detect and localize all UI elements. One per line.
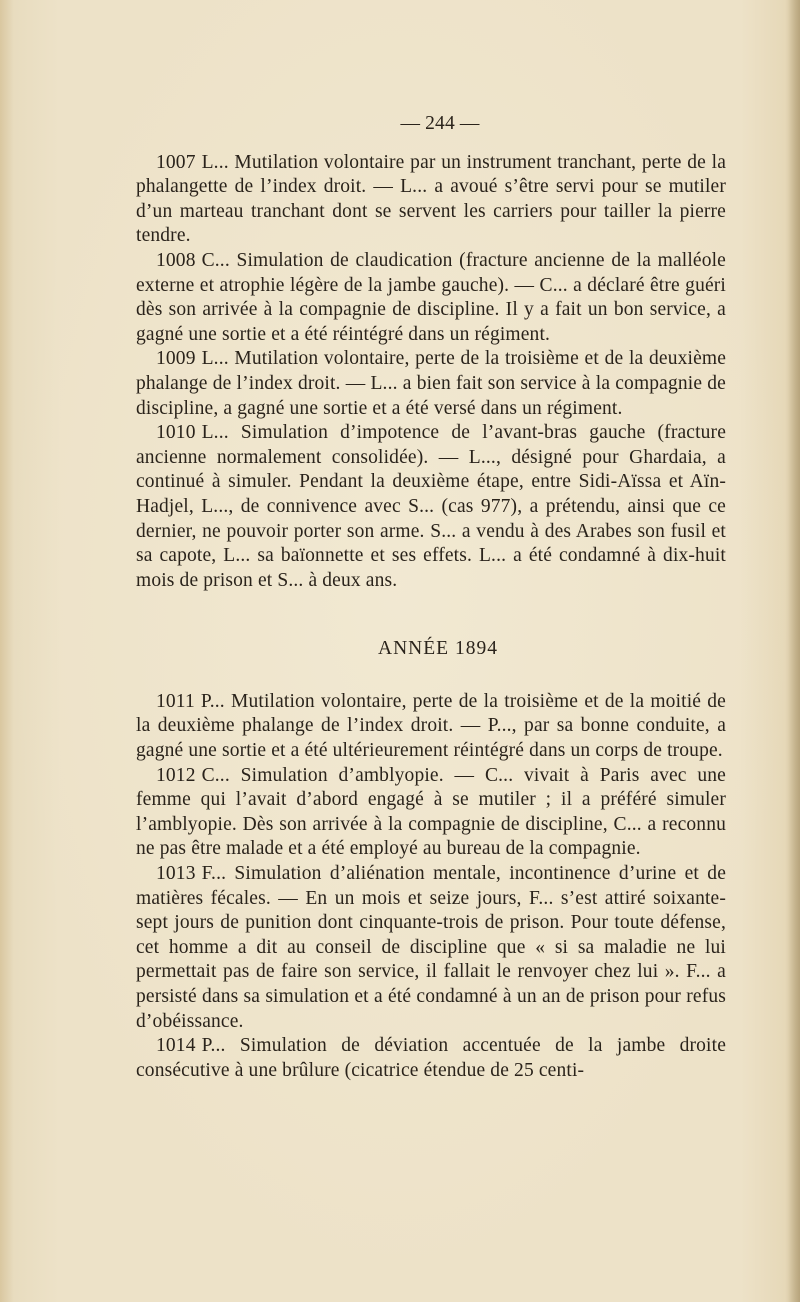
case-text: P... Simulation de déviation accentuée de la jambe droite consécutive à une brûlure (cicatrice étendue de 25 centi-: [136, 1035, 726, 1081]
case-text: L... Mutilation volontaire, perte de la troisième et de la deuxième phalange de l’index droit. — L... a bien fait son service à la compagnie de discipline, a gagné une sortie et a été versé dans un régiment.: [136, 348, 726, 419]
case-text: P... Mutilation volontaire, perte de la troisième et de la moitié de la deuxième phalange de l’index droit. — P..., par sa bonne conduite, a gagné une sortie et a été ultérieurement réintégré dans un corps de troupe.: [136, 690, 726, 762]
case-number: 1012: [156, 764, 196, 786]
case-entry-1014: [136, 1034, 726, 1083]
page-edge-shadow: [788, 0, 800, 1302]
case-text: L... Mutilation volontaire par un instrument tranchant, perte de la phalangette de l’index droit. — L... a avoué s’être servi pour se mutiler d’un marteau tranchant dont se servent les carriers pour tailler la pierre tendre.: [136, 151, 726, 247]
case-entry-1011: [136, 690, 726, 764]
case-text: C... Simulation de claudication (fracture ancienne de la malléole externe et atrophie légère de la jambe gauche). — C... a déclaré être guéri dès son arrivée à la compagnie de discipline. Il y a fait un bon service, a gagné une sortie et a été réintégré dans un régiment.: [136, 249, 726, 345]
case-entry-1008: [136, 249, 726, 347]
case-entry-1010: [136, 421, 726, 593]
case-number: 1008: [156, 249, 196, 271]
case-text: C... Simulation d’amblyopie. — C... vivait à Paris avec une femme qui l’avait d’abord engagé à se mutiler ; il a préféré simuler l’amblyopie. Dès son arrivée à la compagnie de discipline, C... a reconnu ne pas être malade et a été employé au bureau de la compagnie.: [136, 764, 726, 860]
case-text: L... Simulation d’impotence de l’avant-bras gauche (fracture ancienne normalement consolidée). — L..., désigné pour Ghardaia, a continué à simuler. Pendant la deuxième étape, entre Sidi-Aïssa et Aïn-Hadjel, L..., de connivence avec S... (cas 977), a prétendu, ainsi que ce dernier, ne pouvoir porter son arme. S... a vendu à des Arabes son fusil et sa capote, L... sa baïonnette et ses effets. L... a été condamné à dix-huit mois de prison et S... à deux ans.: [136, 422, 726, 591]
page-number: — 244 —: [400, 113, 480, 134]
case-entry-1009: [136, 347, 726, 421]
case-entry-1013: [136, 862, 726, 1034]
case-number: 1010: [156, 422, 196, 444]
case-number: 1013: [156, 863, 196, 885]
page-text-block: [136, 112, 726, 1083]
case-number: 1007: [156, 151, 196, 173]
section-heading-year: ANNÉE 1894: [378, 638, 498, 660]
case-number: 1014: [156, 1035, 196, 1057]
case-number: 1011: [156, 690, 195, 712]
case-text: F... Simulation d’aliénation mentale, incontinence d’urine et de matières fécales. — En un mois et seize jours, F... s’est attiré soixante-sept jours de punition dont cinquante-trois de prison. Pour toute défense, cet homme a dit au conseil de discipline que « si sa maladie ne lui permettait pas de faire son service, il fallait le renvoyer chez lui ». F... a persisté dans sa simulation et a été condamné à un an de prison pour refus d’obéissance.: [136, 863, 726, 1032]
case-number: 1009: [156, 348, 196, 370]
case-entry-1007: [136, 151, 726, 249]
case-entry-1012: [136, 764, 726, 862]
